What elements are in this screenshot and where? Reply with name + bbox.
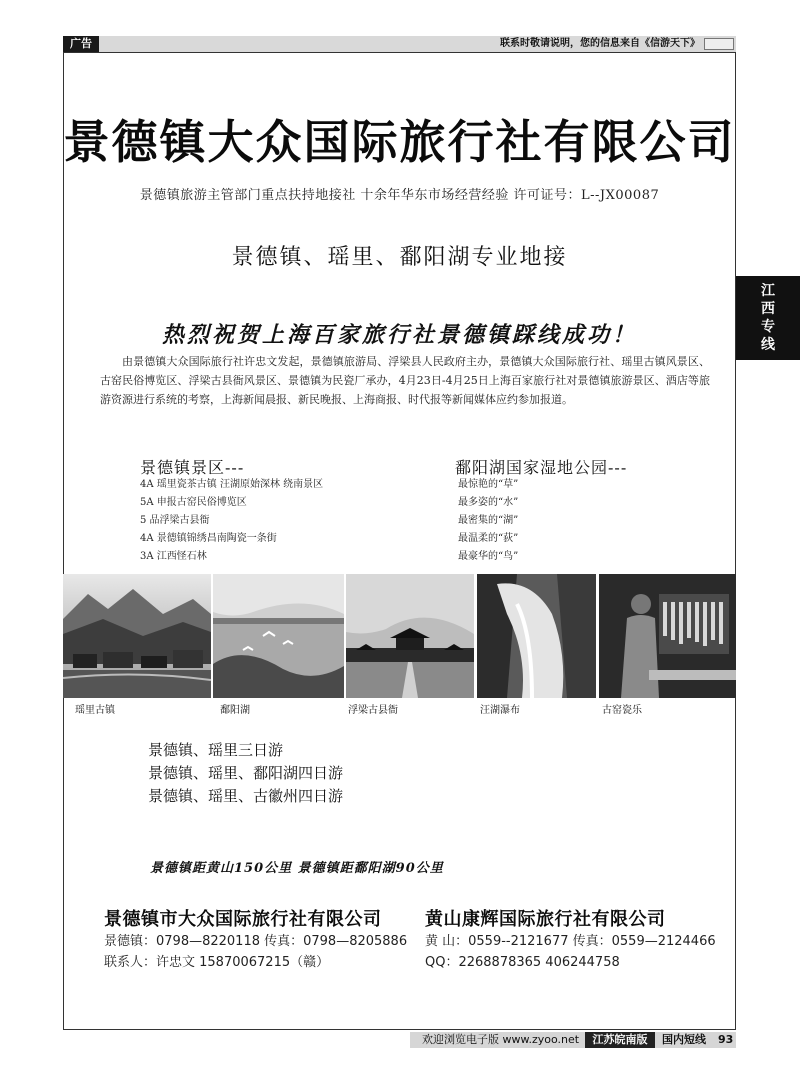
tour-item: 景德镇、瑶里、古徽州四日游 — [148, 787, 344, 805]
ad-tag: 广告 — [63, 36, 99, 52]
photo-caption: 古窑瓷乐 — [602, 705, 642, 716]
ad-tagline: 景德镇、瑶里、鄱阳湖专业地接 — [231, 245, 568, 270]
photo-caption: 鄱阳湖 — [220, 705, 250, 716]
company-phone-line: 景德镇：0798—8220118 传真：0798—8205886 — [104, 934, 408, 949]
company-name: 黄山康辉国际旅行社有限公司 — [425, 909, 666, 930]
publication-logo — [704, 38, 734, 50]
list-item: 4A 景德镇锦绣昌南陶瓷一条街 — [140, 533, 277, 544]
list-item: 3A 江西怪石林 — [140, 551, 207, 562]
list-item: 最豪华的“鸟” — [458, 551, 519, 562]
ad-subtitle: 景德镇旅游主管部门重点扶持地接社 十余年华东市场经营经验 许可证号：L--JX00087 — [139, 188, 660, 203]
tour-item: 景德镇、瑶里、鄱阳湖四日游 — [148, 764, 344, 782]
intro-paragraph: 由景德镇大众国际旅行社许忠文发起，景德镇旅游局、浮梁县人民政府主办，景德镇大众国际旅行社、瑶里古镇风景区、古窑民俗博览区、浮梁古县衙风景区、景德镇为民瓷厂承办，4月23日-4月25日上海百家旅行社对景德镇旅游景区、酒店等旅游资源进行系统的考察，上海新闻晨报、新民晚报、上海商报、时代报等新闻媒体应约参加报道。 — [100, 355, 710, 406]
left-column-heading: 景德镇景区--- — [140, 458, 245, 477]
list-item: 4A 瑶里瓷茶古镇 汪湖原始深林 绕南景区 — [140, 479, 324, 490]
company-name: 景德镇市大众国际旅行社有限公司 — [104, 909, 382, 930]
footer-site-link[interactable]: 欢迎浏览电子版 www.zyoo.net — [422, 1033, 580, 1046]
page-number: 93 — [718, 1033, 734, 1046]
waterfall-photo — [477, 574, 596, 698]
company-contact-line: QQ：2268878365 406244758 — [425, 955, 620, 970]
list-item: 最多姿的“水” — [458, 497, 519, 508]
section-side-tab — [736, 276, 800, 360]
footer-section: 国内短线 — [662, 1033, 706, 1046]
list-item: 最温柔的“荻” — [458, 533, 519, 544]
side-tab-label: 江西专线 — [761, 283, 775, 353]
company-phone-line: 黄 山：0559--2121677 传真：0559—2124466 — [425, 934, 716, 949]
list-item: 最惊艳的“草” — [458, 479, 519, 490]
tour-list — [148, 739, 343, 808]
left-column-list — [140, 476, 420, 566]
list-item: 最密集的“湖” — [458, 515, 519, 526]
company-contact-line: 联系人：许忠文 15870067215（赣） — [104, 955, 330, 970]
top-notice: 联系时敬请说明，您的信息来自《信游天下》 — [500, 38, 700, 49]
congrats-heading: 热烈祝贺上海百家旅行社景德镇踩线成功！ — [161, 322, 637, 348]
photo-caption: 瑶里古镇 — [75, 705, 115, 716]
footer-edition-badge: 江苏皖南版 — [585, 1032, 655, 1048]
right-column-heading: 鄱阳湖国家湿地公园--- — [455, 458, 628, 477]
list-item: 5A 申报古窑民俗博览区 — [140, 497, 247, 508]
distance-note: 景德镇距黄山150公里 景德镇距鄱阳湖90公里 — [150, 861, 444, 876]
village-photo — [63, 574, 211, 698]
tour-item: 景德镇、瑶里三日游 — [148, 741, 284, 759]
photo-caption: 汪湖瀑布 — [480, 705, 520, 716]
lake-birds-photo — [213, 574, 344, 698]
list-item: 5 品浮梁古县衙 — [140, 515, 210, 526]
photo-caption: 浮梁古县衙 — [348, 705, 398, 716]
ancient-gate-photo — [346, 574, 474, 698]
ad-title: 景德镇大众国际旅行社有限公司 — [63, 115, 736, 169]
porcelain-music-photo — [599, 574, 736, 698]
right-column-list — [458, 476, 658, 566]
